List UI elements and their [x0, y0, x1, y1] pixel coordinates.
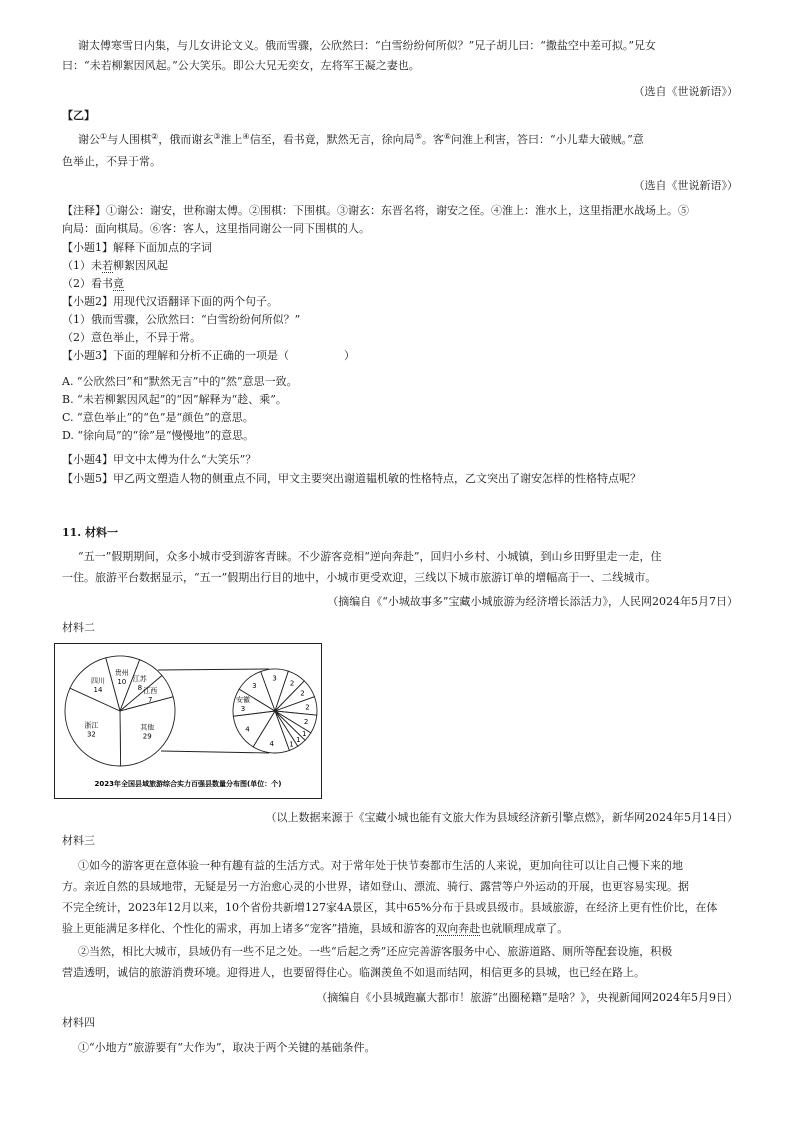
slice-value: 8: [137, 684, 143, 693]
slice-label: 贵州: [114, 668, 129, 677]
dotted-word: 若: [102, 259, 113, 272]
passage-a-line2: 曰：“未若柳絮因风起。”公大笑乐。即公大兄无奕女，左将军王凝之妻也。: [62, 59, 420, 72]
dotted-word: 双向奔赴: [436, 922, 481, 935]
slice-value: 2: [303, 717, 309, 726]
question-1-item2: [62, 276, 738, 292]
slice-label: 安徽: [236, 696, 250, 705]
text-segment: 也就顺理成章了。: [480, 922, 569, 935]
material-3-line4: [62, 921, 738, 937]
slice-value: 1: [296, 736, 301, 745]
connector-line: [158, 669, 269, 670]
slice-label: 江苏: [132, 675, 147, 684]
text-segment: 验上更能满足多样化、个性化的需求，再加上诸多“宠客”措施，县域和游客的: [62, 922, 437, 935]
passage-b-source: （选自《世说新语》）: [633, 179, 738, 192]
text-segment: 谢公: [78, 133, 100, 146]
slice-value: 1: [301, 730, 307, 739]
note-marker: ④: [242, 132, 250, 141]
slice-value: 7: [147, 696, 153, 705]
material-3-line5: ②当然，相比大城市，县域仍有一些不足之处。一些“后起之秀”还应完善游客服务中心、旅游道路、厕所等配套设施，积极: [78, 945, 673, 958]
material-2-source: （以上数据来源于《宝藏小城也能有文旅大作为县域经济新引擎点燃》，新华网2024年5月14日）: [265, 811, 738, 824]
slice-label: 浙江: [84, 721, 99, 730]
slice-label: 其他: [140, 723, 155, 732]
question-2-title: 【小题2】用现代汉语翻译下面的两个句子。: [62, 295, 278, 308]
slice-value: 2: [289, 679, 295, 688]
material-1-source: （摘编自《“小城故事多”宝藏小城旅游为经济增长添活力》，人民网2024年5月7日）: [327, 595, 738, 608]
question-4: 【小题4】甲文中太傅为什么“大笑乐”？: [62, 453, 257, 466]
text-segment: 。客: [421, 133, 444, 146]
text-segment: 淮上: [220, 133, 243, 146]
chart-title: 2023年全国县域旅游综合实力百强县数量分布图(单位：个): [94, 780, 282, 788]
material-1-line2: 一住。旅游平台数据显示，“五一”假期出行目的地中，小城市更受欢迎，三线以下城市旅游订单的增幅高于一、二线城市。: [62, 571, 657, 584]
slice-value: 10: [117, 677, 127, 686]
material-3-line2: 方。亲近自然的县域地带，无疑是另一方治愈心灵的小世界，诸如登山、漂流、骑行、露营等户外运动的开展，也更容易实现。据: [62, 880, 689, 893]
note-marker: ⑤: [414, 132, 422, 141]
question-3-option-c: C. “意色举止”的“色”是“颜色”的意思。: [62, 411, 254, 424]
note-marker: ⑥: [443, 132, 452, 141]
passage-b-line2: 色举止，不异于常。: [62, 155, 161, 168]
question-3-option-b: B. “未若柳絮因风起”的“因”解释为“趁、乘”。: [62, 393, 287, 406]
passage-a-source: （选自《世说新语》）: [633, 85, 738, 98]
slice-label: 江西: [143, 687, 158, 696]
question-1-title: 【小题1】解释下面加点的字词: [62, 241, 212, 254]
pie-detail: [233, 669, 317, 753]
question-11-heading: 11. 材料一: [62, 526, 118, 539]
slice-value: 3: [240, 705, 246, 714]
material-4-line1: ①“小地方”旅游要有“大作为”，取决于两个关键的基础条件。: [78, 1041, 376, 1054]
question-3-option-d: D. “徐向局”的“徐”是“慢慢地”的意思。: [62, 429, 255, 442]
material-1-line1: “五一”假期期间，众多小城市受到游客青睐。不少游客竞相“逆向奔赴”，回归小乡村、小城镇，到山乡田野里走一走，住: [78, 550, 662, 563]
text-segment: （2）看书: [62, 277, 113, 290]
pie-chart-svg: [55, 644, 321, 798]
question-1-item1: [62, 258, 738, 274]
notes-line1: 【注释】①谢公：谢安，世称谢太傅。②围棋：下围棋。③谢玄：东晋名将，谢安之侄。④淮上：淮水上，这里指淝水战场上。⑤: [62, 204, 689, 217]
question-3-title: 【小题3】下面的理解和分析不正确的一项是（ ）: [62, 349, 355, 362]
material-3-line3: 不完全统计，2023年12月以来，10个省份共新增127家4A景区，其中65%分布于县或县级市。县域旅游，在经济上更有性价比，在体: [62, 901, 718, 914]
slice-value: 3: [272, 674, 277, 683]
passage-b-heading: 【乙】: [62, 109, 95, 122]
note-marker: ③: [213, 132, 221, 141]
material-3-line6: 营造透明，诚信的旅游消费环境。迎得进人，也要留得住心。临渊羡鱼不如退而结网，相信更多的县城，也已经在路上。: [62, 966, 645, 979]
text-segment: 问淮上利害，答曰：“小儿辈大破贼。”意: [451, 133, 644, 146]
dotted-word: 竟: [113, 277, 124, 290]
question-3-option-a: A. “公欣然曰”和“默然无言”中的“然”意思一致。: [62, 375, 298, 388]
passage-b-line1: [78, 132, 738, 148]
slice-value: 3: [252, 682, 257, 691]
pie-chart-figure: [54, 643, 322, 799]
slice-value: 1: [289, 740, 294, 749]
text-segment: 信至，看书竟，默然无言，徐向局: [249, 133, 415, 146]
slice-value: 4: [245, 725, 250, 734]
pie-main: [65, 656, 175, 766]
text-segment: 柳絮因风起: [113, 259, 168, 272]
slice-value: 29: [142, 732, 152, 741]
slice-value: 14: [93, 686, 103, 694]
text-segment: （1）未: [62, 259, 102, 272]
slice-value: 2: [300, 689, 305, 698]
question-2-item2: （2）意色举止，不异于常。: [62, 331, 201, 344]
question-5: 【小题5】甲乙两文塑造人物的侧重点不同，甲文主要突出谢道韫机敏的性格特点，乙文突出了谢安怎样的性格特点呢？: [62, 472, 641, 485]
passage-a-line1: 谢太傅寒雪日内集，与儿女讲论文义。俄而雪骤，公欣然曰：“白雪纷纷何所似？”兄子胡儿曰：“撒盐空中差可拟。”兄女: [78, 39, 656, 52]
question-2-item1: （1）俄而雪骤，公欣然曰：“白雪纷纷何所似？”: [62, 313, 301, 326]
notes-line2: 向局：面向棋局。⑥客：客人，这里指同谢公一同下围棋的人。: [62, 222, 370, 235]
material-3-source: （摘编自《小县城跑赢大都市！旅游“出圈秘籍”是啥？》，央视新闻网2024年5月9日）: [316, 991, 738, 1004]
material-2-heading: 材料二: [62, 621, 95, 634]
slice-value: 4: [269, 740, 274, 749]
note-marker: ②: [151, 132, 159, 141]
slice-label: 四川: [91, 677, 105, 685]
material-3-line1: ①如今的游客更在意体验一种有趣有益的生活方式。对于常年处于快节奏都市生活的人来说，更加向往可以让自己慢下来的地: [78, 859, 683, 872]
text-segment: ，俄而谢玄: [158, 133, 214, 146]
material-4-heading: 材料四: [62, 1016, 95, 1029]
text-segment: 与人围棋: [107, 133, 152, 146]
connector-line: [161, 751, 269, 753]
slice-value: 2: [305, 703, 310, 712]
slice-value: 32: [86, 730, 96, 739]
note-marker: ①: [100, 132, 108, 141]
material-3-heading: 材料三: [62, 834, 95, 847]
